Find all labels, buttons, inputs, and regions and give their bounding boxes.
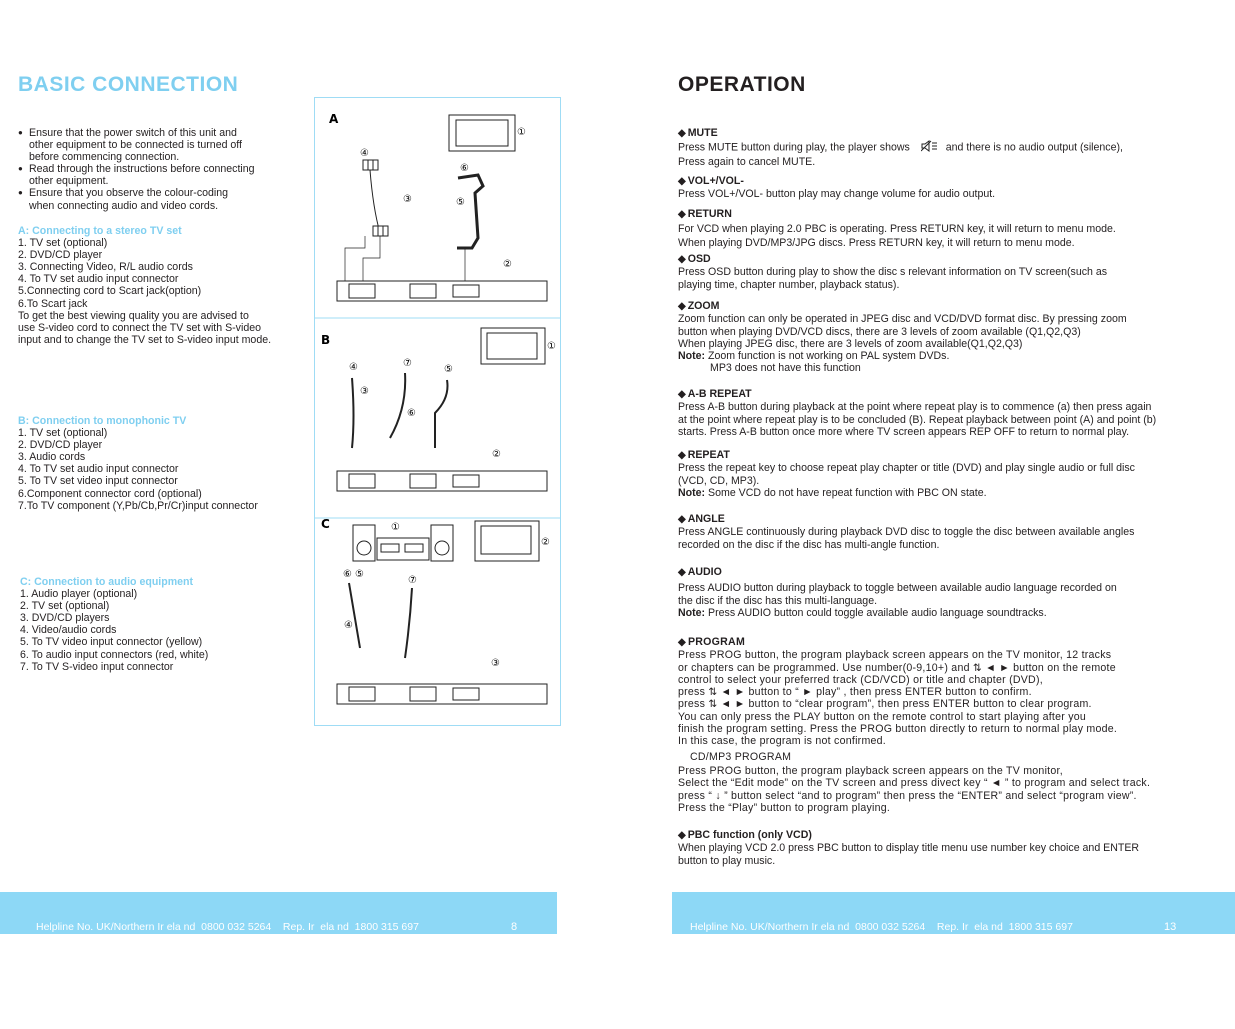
text-line: Press the repeat key to choose repeat play chapter or title (DVD) and play single audio or full disc: [678, 462, 1135, 475]
text-line: Press ANGLE continuously during playback DVD disc to toggle the disc between available angles: [678, 526, 1135, 539]
audio-player-icon: [353, 525, 453, 561]
text-line: press: [678, 686, 706, 699]
section-c-title: C: Connection to audio equipment: [20, 576, 194, 588]
list-item: 7.To TV component (Y,Pb/Cb,Pr/Cr)input connector: [18, 499, 258, 512]
diagram-label-a: A: [329, 112, 339, 126]
list-item: 4. To TV set audio input connector: [18, 463, 179, 476]
text-line: play” , then press ENTER button to confirm.: [816, 686, 1032, 699]
note-label: Note:: [678, 486, 706, 499]
text-line: In this case, the program is not confirmed.: [678, 735, 887, 748]
list-item: 1. Audio player (optional): [20, 588, 138, 601]
callout-3: ③: [360, 386, 369, 397]
text-line: starts. Press A-B button once more where TV screen appears REP OFF to return to normal play.: [678, 425, 1130, 438]
section-title: ◆ RETURN: [678, 207, 1116, 222]
callout-2: ②: [492, 449, 501, 460]
list-item: input and to change the TV set to S-video input mode.: [18, 333, 272, 346]
bullet-item: ● Ensure that you observe the colour-coding: [18, 187, 255, 199]
tv-set-icon: [449, 115, 515, 151]
section-mute: [678, 127, 1123, 168]
text-line: control to select your preferred track (CD/VCD) or title and chapter (DVD),: [678, 673, 1043, 686]
callout-5: ⑤: [444, 364, 453, 375]
footer-line: W eb S upport www.curtisint.com: [690, 957, 845, 969]
section-title: ◆ VOL+/VOL-: [678, 175, 995, 188]
section-return: [678, 207, 1116, 250]
arrow-keys-icon: ⇅ ◄ ►: [969, 661, 1014, 674]
text-line: Press VOL+/VOL- button play may change volume for audio output.: [678, 188, 996, 201]
list-item: 1. TV set (optional): [18, 427, 108, 440]
tv-set-icon: [475, 521, 539, 561]
text-line: press: [678, 698, 706, 711]
page-number: 13: [1164, 921, 1177, 933]
list-item: 4. Video/audio cords: [20, 624, 117, 637]
text-line: Press PROG button, the program playback screen appears on the TV monitor, 12 tracks: [678, 649, 1112, 662]
callout-1: ①: [517, 127, 526, 138]
text-line: Press again to cancel MUTE.: [678, 155, 816, 168]
text-line: Zoom function is not working on PAL system DVDs.: [708, 350, 950, 363]
callout-7: ⑦: [403, 358, 412, 369]
text-line: at the point where repeat play is to be concluded (B). Repeat playback between point (A) and point (b): [678, 413, 1157, 426]
play-icon: ►: [798, 686, 817, 699]
list-item: 6. To audio input connectors (red, white): [20, 648, 209, 661]
precaution-list: [18, 127, 255, 212]
section-vol: [678, 175, 995, 201]
text-line: press “: [678, 789, 713, 802]
callout-7: ⑦: [408, 575, 417, 586]
dvd-player-icon: [337, 684, 547, 704]
text-line: button on the remote: [1013, 661, 1116, 674]
cable-lines: [352, 373, 448, 448]
footer-text: [690, 897, 1073, 1029]
list-item: 6.Component connector cord (optional): [18, 487, 202, 500]
mute-icon: [921, 140, 937, 155]
text-line: When playing VCD 2.0 press PBC button to display title menu use number key choice and ENTER: [678, 842, 1140, 855]
section-title: ◆ REPEAT: [678, 449, 1135, 462]
text-line: or chapters can be programmed. Use number(0-9,10+) and: [678, 661, 970, 674]
text-line: (VCD, CD, MP3).: [678, 474, 760, 487]
list-item: 2. TV set (optional): [20, 600, 110, 613]
callout-3: ③: [403, 194, 412, 205]
subsection-title: CD/MP3 PROGRAM: [690, 750, 792, 763]
footer-line: W eb S upport www.curtisint.com: [36, 957, 191, 969]
list-item: 2. DVD/CD player: [18, 249, 103, 262]
section-osd: [678, 253, 1107, 291]
footer-line: Helpline No. UK/Northern Ir ela nd 0800 032 5264 Rep. Ir ela nd 1800 315 697: [690, 921, 1073, 933]
dvd-player-icon: [337, 471, 547, 491]
callout-6: ⑥: [407, 408, 416, 419]
page-number: 8: [511, 921, 518, 933]
section-pbc: [678, 829, 1139, 867]
text-line: playing time, chapter number, playback status).: [678, 278, 900, 291]
section-b-title: B: Connection to monophonic TV: [18, 415, 187, 427]
section-angle: [678, 513, 1134, 551]
section-title: ◆ AUDIO: [678, 566, 1117, 579]
text-line: button to “clear program”, then press ENTER button to clear program.: [748, 698, 1092, 711]
scart-cable-icon: [457, 175, 483, 248]
bullet-item: ● Ensure that the power switch of this unit and: [18, 127, 255, 139]
page-title-operation: OPERATION: [678, 73, 806, 96]
callout-6: ⑥: [460, 163, 469, 174]
list-item: 5. To TV set video input connector: [18, 475, 178, 488]
diagram-label-c: C: [321, 517, 330, 531]
text-line: the disc if the disc has this multi-language.: [678, 594, 878, 607]
footer-left: [0, 892, 557, 1005]
callout-2: ②: [541, 537, 550, 548]
text-line: MP3 does not have this function: [710, 362, 861, 375]
bullet-continuation: other equipment.: [29, 175, 109, 188]
text-line: Press AUDIO button during playback to toggle between available audio language recorded on: [678, 582, 1117, 595]
connection-diagram: [314, 97, 561, 726]
cable-lines: [349, 583, 412, 658]
section-title: ◆ PBC function (only VCD): [678, 829, 1139, 842]
text-line: button when playing DVD/VCD discs, there are 3 levels of zoom available (Q1,Q2,Q3): [678, 325, 1081, 338]
av-cable-icon: [363, 160, 388, 236]
callout-2: ②: [503, 259, 512, 270]
section-title: ◆ ZOOM: [678, 300, 1127, 313]
diagram-label-b: B: [321, 333, 331, 347]
text-line: button to play music.: [678, 854, 776, 867]
section-c: [20, 576, 208, 673]
callout-1: ①: [391, 522, 400, 533]
section-program: [678, 636, 1150, 814]
section-title: ◆ ANGLE: [678, 513, 1134, 526]
cable-lines: [345, 236, 465, 281]
text-line: Press AUDIO button could toggle available audio language soundtracks.: [708, 606, 1047, 619]
bullet-continuation: other equipment to be connected is turned off: [29, 139, 243, 152]
bullet-continuation: when connecting audio and video cords.: [29, 199, 219, 212]
text-line: Zoom function can only be operated in JPEG disc and VCD/DVD format disc. By pressing zoom: [678, 313, 1127, 326]
footer-right: [672, 892, 1235, 1005]
section-ab-repeat: [678, 388, 1156, 438]
text-line: Select the “Edit mode” on the TV screen and press divect key “: [678, 777, 988, 790]
text-line: and there is no audio output (silence),: [945, 141, 1123, 154]
callout-6: ⑥: [343, 569, 352, 580]
dvd-player-icon: [337, 281, 547, 301]
text-line: When playing DVD/MP3/JPG discs. Press RETURN key, it will return to menu mode.: [678, 237, 1075, 249]
section-title: ◆ A-B REPEAT: [678, 388, 1156, 401]
callout-1: ①: [547, 341, 556, 352]
text-line: button to “: [748, 686, 799, 699]
text-line: Press OSD button during play to show the disc s relevant information on TV screen(such as: [678, 266, 1108, 279]
arrow-keys-icon: ⇅ ◄ ►: [705, 698, 749, 711]
callout-5: ⑤: [456, 197, 465, 208]
list-item: use S-video cord to connect the TV set with S-video: [18, 321, 261, 334]
text-line: When playing JPEG disc, there are 3 levels of zoom available(Q1,Q2,Q3): [678, 337, 1023, 350]
section-a: [18, 225, 271, 346]
callout-3: ③: [491, 658, 500, 669]
text-line: recorded on the disc if the disc has multi-angle function.: [678, 538, 940, 551]
bullet-continuation: before commencing connection.: [29, 151, 180, 164]
bullet-item: ● Read through the instructions before connecting: [18, 163, 255, 175]
text-line: You can only press the PLAY button on the remote control to start playing after you: [678, 710, 1087, 723]
section-title: ◆ MUTE: [678, 127, 1123, 140]
list-item: 3. DVD/CD players: [20, 612, 110, 625]
note-label: Note:: [678, 606, 706, 619]
text-line: Press MUTE button during play, the player shows: [678, 141, 910, 154]
section-title: ◆ OSD: [678, 253, 1107, 266]
footer-line: Model Number: DVD3602UKT: [690, 993, 846, 1005]
text-line: Press the “Play” button to program playing.: [678, 801, 891, 814]
section-repeat: [678, 449, 1135, 499]
section-title: ◆ PROGRAM: [678, 636, 1150, 649]
section-a-title: A: Connecting to a stereo TV set: [18, 225, 182, 237]
section-audio: [678, 566, 1117, 619]
text-line: ” to program and select track.: [1004, 777, 1151, 790]
page-title-basic-connection: BASIC CONNECTION: [18, 73, 239, 96]
list-item: 4. To TV set audio input connector: [18, 273, 179, 286]
list-item: 3. Connecting Video, R/L audio cords: [18, 261, 193, 274]
text-line: Some VCD do not have repeat function with PBC ON state.: [708, 486, 987, 499]
left-arrow-icon: ◄: [987, 777, 1005, 790]
list-item: 5. To TV video input connector (yellow): [20, 636, 203, 649]
footer-line: Model Number: DVD3602UKT: [36, 993, 192, 1005]
callout-4: ④: [360, 148, 369, 159]
list-item: 3. Audio cords: [18, 451, 86, 464]
callout-5: ⑤: [355, 569, 364, 580]
list-item: 5.Connecting cord to Scart jack(option): [18, 285, 202, 298]
text-line: Press PROG button, the program playback screen appears on the TV monitor,: [678, 764, 1063, 777]
section-zoom: [678, 300, 1127, 375]
text-line: ” button select “and to program” then press the “ENTER” and select “program view”.: [724, 789, 1137, 802]
text-line: For VCD when playing 2.0 PBC is operating. Press RETURN key, it will return to menu mode.: [678, 223, 1116, 235]
list-item: To get the best viewing quality you are advised to: [18, 309, 249, 322]
down-arrow-icon: ↓: [712, 789, 725, 802]
section-b: [18, 415, 258, 512]
callout-4: ④: [344, 620, 353, 631]
tv-set-icon: [481, 328, 545, 364]
list-item: 6.To Scart jack: [18, 297, 88, 310]
callout-4: ④: [349, 362, 358, 373]
footer-line: Helpline No. UK/Northern Ir ela nd 0800 032 5264 Rep. Ir ela nd 1800 315 697: [36, 921, 419, 933]
text-line: Press A-B button during playback at the point where repeat play is to commence (a) then press again: [678, 401, 1152, 414]
footer-text: [36, 897, 419, 1029]
list-item: 2. DVD/CD player: [18, 439, 103, 452]
text-line: finish the program setting. Press the PROG button directly to return to normal play mode.: [678, 723, 1118, 736]
list-item: 1. TV set (optional): [18, 237, 108, 250]
list-item: 7. To TV S-video input connector: [20, 660, 174, 673]
arrow-keys-icon: ⇅ ◄ ►: [705, 686, 749, 699]
note-label: Note:: [678, 350, 706, 363]
